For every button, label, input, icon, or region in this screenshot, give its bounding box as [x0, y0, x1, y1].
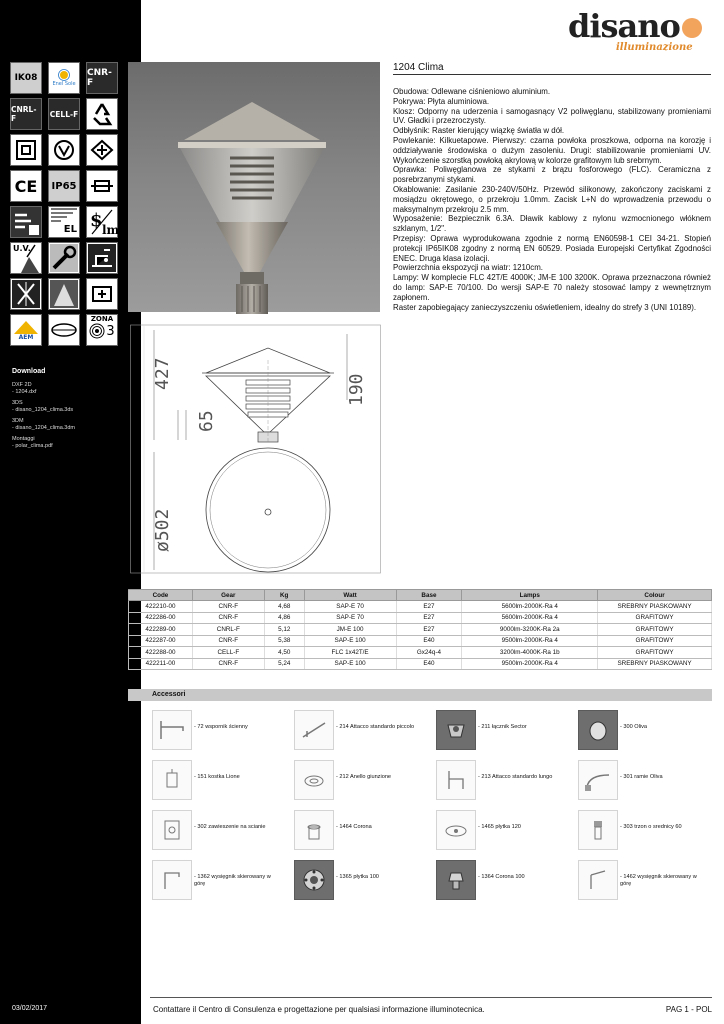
logo-wordmark: disano: [568, 7, 680, 45]
sector-joint-image: [436, 710, 476, 750]
col-base: Base: [396, 590, 462, 601]
desc-wiring: Okablowanie: Zasilanie 230-240V/50Hz. Przewód silikonowy, zakończony zaciskami z mosiądzu okrętowego, o przekroju 1.0mm. Zacisk L+N do wprowadzenia przewodu o maksymalnym przekroju 2.5 mm.: [393, 184, 711, 214]
lumen-cost-icon: [86, 206, 118, 238]
download-group-3ds: 3DS - disano_1204_clima.3ds: [12, 400, 74, 413]
desc-lamps: Lampy: W komplecie FLC 42T/E 4000K; JM-E 100 3200K. Oprawa przeznaczona również do lamp: SAP-E 70/100. Do wersji SAP-E 70 należy stosować lampy z wewnętrznym zapłonem.: [393, 273, 711, 302]
download-link-dxf[interactable]: - 1204.dxf: [12, 389, 37, 395]
bowl-down-icon: [10, 278, 42, 310]
title-divider: [393, 74, 711, 75]
joint-ring-image: [294, 760, 334, 800]
table-row: 422287-00 CNR-F 5,38 SAP-E 100 E40 9500lm-2000K-Ra 4 GRAFITOWY: [129, 635, 712, 647]
dim-upper-label: 190: [346, 373, 367, 406]
dim-diameter-label: ø502: [152, 508, 173, 552]
oliva-image: [578, 710, 618, 750]
double-insulation-icon: [10, 134, 42, 166]
accessory-item[interactable]: - 302 zawieszenie na scianie: [128, 810, 270, 852]
replaceable-gear-icon: [86, 278, 118, 310]
cell-f-badge: CELL-F: [48, 98, 80, 130]
download-list: [12, 382, 75, 454]
document-date: 03/02/2017: [12, 1005, 48, 1012]
logo-subtitle: illuminazione: [616, 42, 693, 53]
ik08-badge: IK08: [10, 62, 42, 94]
download-link-3dm[interactable]: - disano_1204_clima.3dm: [12, 425, 75, 431]
download-title: Download: [12, 368, 46, 375]
small-attachment-image: [294, 710, 334, 750]
desc-reflector: Odbłyśnik: Raster kierujący wiązkę światła w dół.: [393, 126, 565, 136]
svg-text:lm: lm: [102, 223, 120, 237]
desc-housing: Obudowa: Odlewane ciśnieniowo aluminium.: [393, 87, 551, 96]
accessory-item[interactable]: - 301 ramie Oliva: [554, 760, 696, 802]
enec-mark-icon: [48, 134, 80, 166]
ip65-badge: IP65: [48, 170, 80, 202]
col-gear: Gear: [192, 590, 264, 601]
fuse-icon: [86, 170, 118, 202]
desc-diffuser: Klosz: Odporny na uderzenia i samogasnący V2 poliwęglanu, stabilizowany promieniami UV. Gładki i przezroczysty.: [393, 106, 711, 126]
plate-100-image: [294, 860, 334, 900]
logo-dot: [682, 18, 702, 38]
cnrl-f-badge: CNRL-F: [10, 98, 42, 130]
installation-icon: [86, 242, 118, 274]
zona-3-badge: ZONA 3: [86, 314, 118, 346]
enel-sole-badge: Enel Sole: [48, 62, 80, 94]
svg-text:$: $: [90, 210, 103, 231]
accessories-header: Accessori: [128, 689, 712, 701]
accessory-item[interactable]: - 1465 płytka 120: [412, 810, 554, 852]
upward-arm-1462-image: [578, 860, 618, 900]
download-group-montaggi: Montaggi - polar_clima.pdf: [12, 436, 75, 450]
dim-pole-label: 65: [196, 410, 217, 432]
desc-lampholder: Oprawka: Poliwęglanowa ze stykami z brązu fosforowego (FLC). Ceramiczna z posrebrzanymi stykami.: [393, 165, 711, 185]
page-number: PAG 1 - POL: [665, 1005, 712, 1014]
accessory-item[interactable]: - 1365 płytka 100: [270, 860, 412, 902]
recycle-icon: [86, 98, 118, 130]
el-badge: EL: [48, 206, 80, 238]
left-sidebar: [0, 0, 141, 1024]
product-title: 1204 Clima: [393, 62, 444, 73]
spanner-icon: [48, 242, 80, 274]
technical-drawing: [130, 320, 382, 578]
hands-off-icon: [86, 134, 118, 166]
desc-coating: Powlekanie: Kilkuetapowe. Pierwszy: czarna powłoka proszkowa, odporna na korozję i oddziaływanie środowiska o dużym zasoleniu. Drugi: stabilizowanie promieniami UV. Wykończenie szorstką powłoką akrylową w kolorze grafitowym lub srebrnym.: [393, 135, 711, 165]
accessory-item[interactable]: - 72 wspornik ścienny: [128, 710, 270, 752]
uv-badge: U.V.: [10, 242, 42, 274]
stem-60-image: [578, 810, 618, 850]
desc-equipment: Wyposażenie: Bezpiecznik 6.3A. Dławik kablowy z nylonu wzmocnionego włóknem szklanym, 1/2".: [393, 214, 711, 234]
desc-standards: Przepisy: Oprawa wyprodukowana zgodnie z normą EN60598-1 CEI 34-21. Stopień protekcji IP65IK08 zgodny z normą EN 60529. Posiada Europejski Certyfikat Zgodności ENEC. Druga klasa izolacji.: [393, 233, 711, 263]
sun-icon: [57, 69, 71, 81]
col-watt: Watt: [304, 590, 396, 601]
disano-logo: [568, 8, 708, 56]
dimension-drawing: [130, 320, 382, 578]
long-attachment-image: [436, 760, 476, 800]
table-row: 422289-00 CNRL-F 5,12 JM-E 100 E27 9000lm-3200K-Ra 2a GRAFITOWY: [129, 624, 712, 636]
accessory-item[interactable]: - 214 Attacco standardo piccolo: [270, 710, 412, 752]
product-codes-table: [128, 589, 712, 670]
download-link-3ds[interactable]: - disano_1204_clima.3ds: [12, 407, 74, 413]
table-header-row: [129, 590, 712, 601]
wall-hanger-image: [152, 810, 192, 850]
uv-ray-icon: [11, 243, 41, 273]
desc-cover: Pokrywa: Płyta aluminiowa.: [393, 96, 490, 106]
accessory-item[interactable]: - 1464 Corona: [270, 810, 412, 852]
footer-divider: [150, 997, 712, 998]
upward-arm-image: [152, 860, 192, 900]
download-group-dxf: DXF 2D - 1204.dxf: [12, 382, 75, 396]
col-lamps: Lamps: [462, 590, 598, 601]
table-row: 422288-00 CELL-F 4,50 FLC 1x42T/E Gx24q-4 3200lm-4000K-Ra 1b GRAFITOWY: [129, 647, 712, 659]
col-code: Code: [129, 590, 193, 601]
plate-120-image: [436, 810, 476, 850]
light-beam-icon: [48, 278, 80, 310]
accessory-item[interactable]: - 303 trzon o srednicy 60: [554, 810, 696, 852]
table-row: 422286-00 CNR-F 4,86 SAP-E 70 E27 5600lm-2000K-Ra 4 GRAFITOWY: [129, 612, 712, 624]
product-description: [393, 87, 711, 312]
wall-bracket-image: [152, 710, 192, 750]
accessory-item[interactable]: - 151 kostka Lione: [128, 760, 270, 802]
corona-image: [294, 810, 334, 850]
product-photo: [128, 62, 380, 312]
table-row: 422211-00 CNR-F 5,24 SAP-E 100 E40 9500lm-2000K-Ra 4 SREBRNY PIASKOWANY: [129, 658, 712, 670]
accessory-item[interactable]: - 1462 wysięgnik skierowany w górę: [554, 860, 696, 902]
download-group-3dm: 3DM - disano_1204_clima.3dm: [12, 418, 75, 431]
desc-raster: Raster zapobiegający zanieczyszczeniu oświetleniem, idealny do strefy 3 (UNI 10189).: [393, 302, 697, 312]
accessory-item[interactable]: - 212 Anello giunzione: [270, 760, 412, 802]
col-colour: Colour: [598, 590, 712, 601]
lamp-photo-illustration: [128, 62, 380, 312]
wind-resistance-icon: [10, 206, 42, 238]
oliva-arm-image: [578, 760, 618, 800]
col-kg: Kg: [264, 590, 304, 601]
cable-gland-icon: [48, 314, 80, 346]
corona-100-image: [436, 860, 476, 900]
accessory-item[interactable]: - 1364 Corona 100: [412, 860, 554, 902]
accessory-item[interactable]: - 213 Attacco standardo lungo: [412, 760, 554, 802]
ce-mark: CE: [10, 170, 42, 202]
dim-height-label: 427: [152, 357, 173, 390]
table-row: 422210-00 CNR-F 4,68 SAP-E 70 E27 5600lm-2000K-Ra 4 SREBRNY PIASKOWANY: [129, 601, 712, 613]
accessory-item[interactable]: - 211 łącznik Sector: [412, 710, 554, 752]
lione-block-image: [152, 760, 192, 800]
footer-contact-text: Contattare il Centro di Consulenza e progettazione per qualsiasi informazione illuminotecnica.: [153, 1005, 485, 1014]
aem-badge: AEM: [10, 314, 42, 346]
aem-logo-icon: [12, 320, 40, 334]
desc-wind-area: Powierzchnia ekspozycji na wiatr: 1210cm.: [393, 263, 543, 273]
accessory-item[interactable]: - 300 Oliva: [554, 710, 696, 752]
cnr-f-badge: CNR-F: [86, 62, 118, 94]
accessory-item[interactable]: - 1362 wysięgnik skierowany w górę: [128, 860, 270, 902]
zone-rings-icon: [89, 323, 105, 339]
download-link-pdf[interactable]: - polar_clima.pdf: [12, 443, 53, 449]
